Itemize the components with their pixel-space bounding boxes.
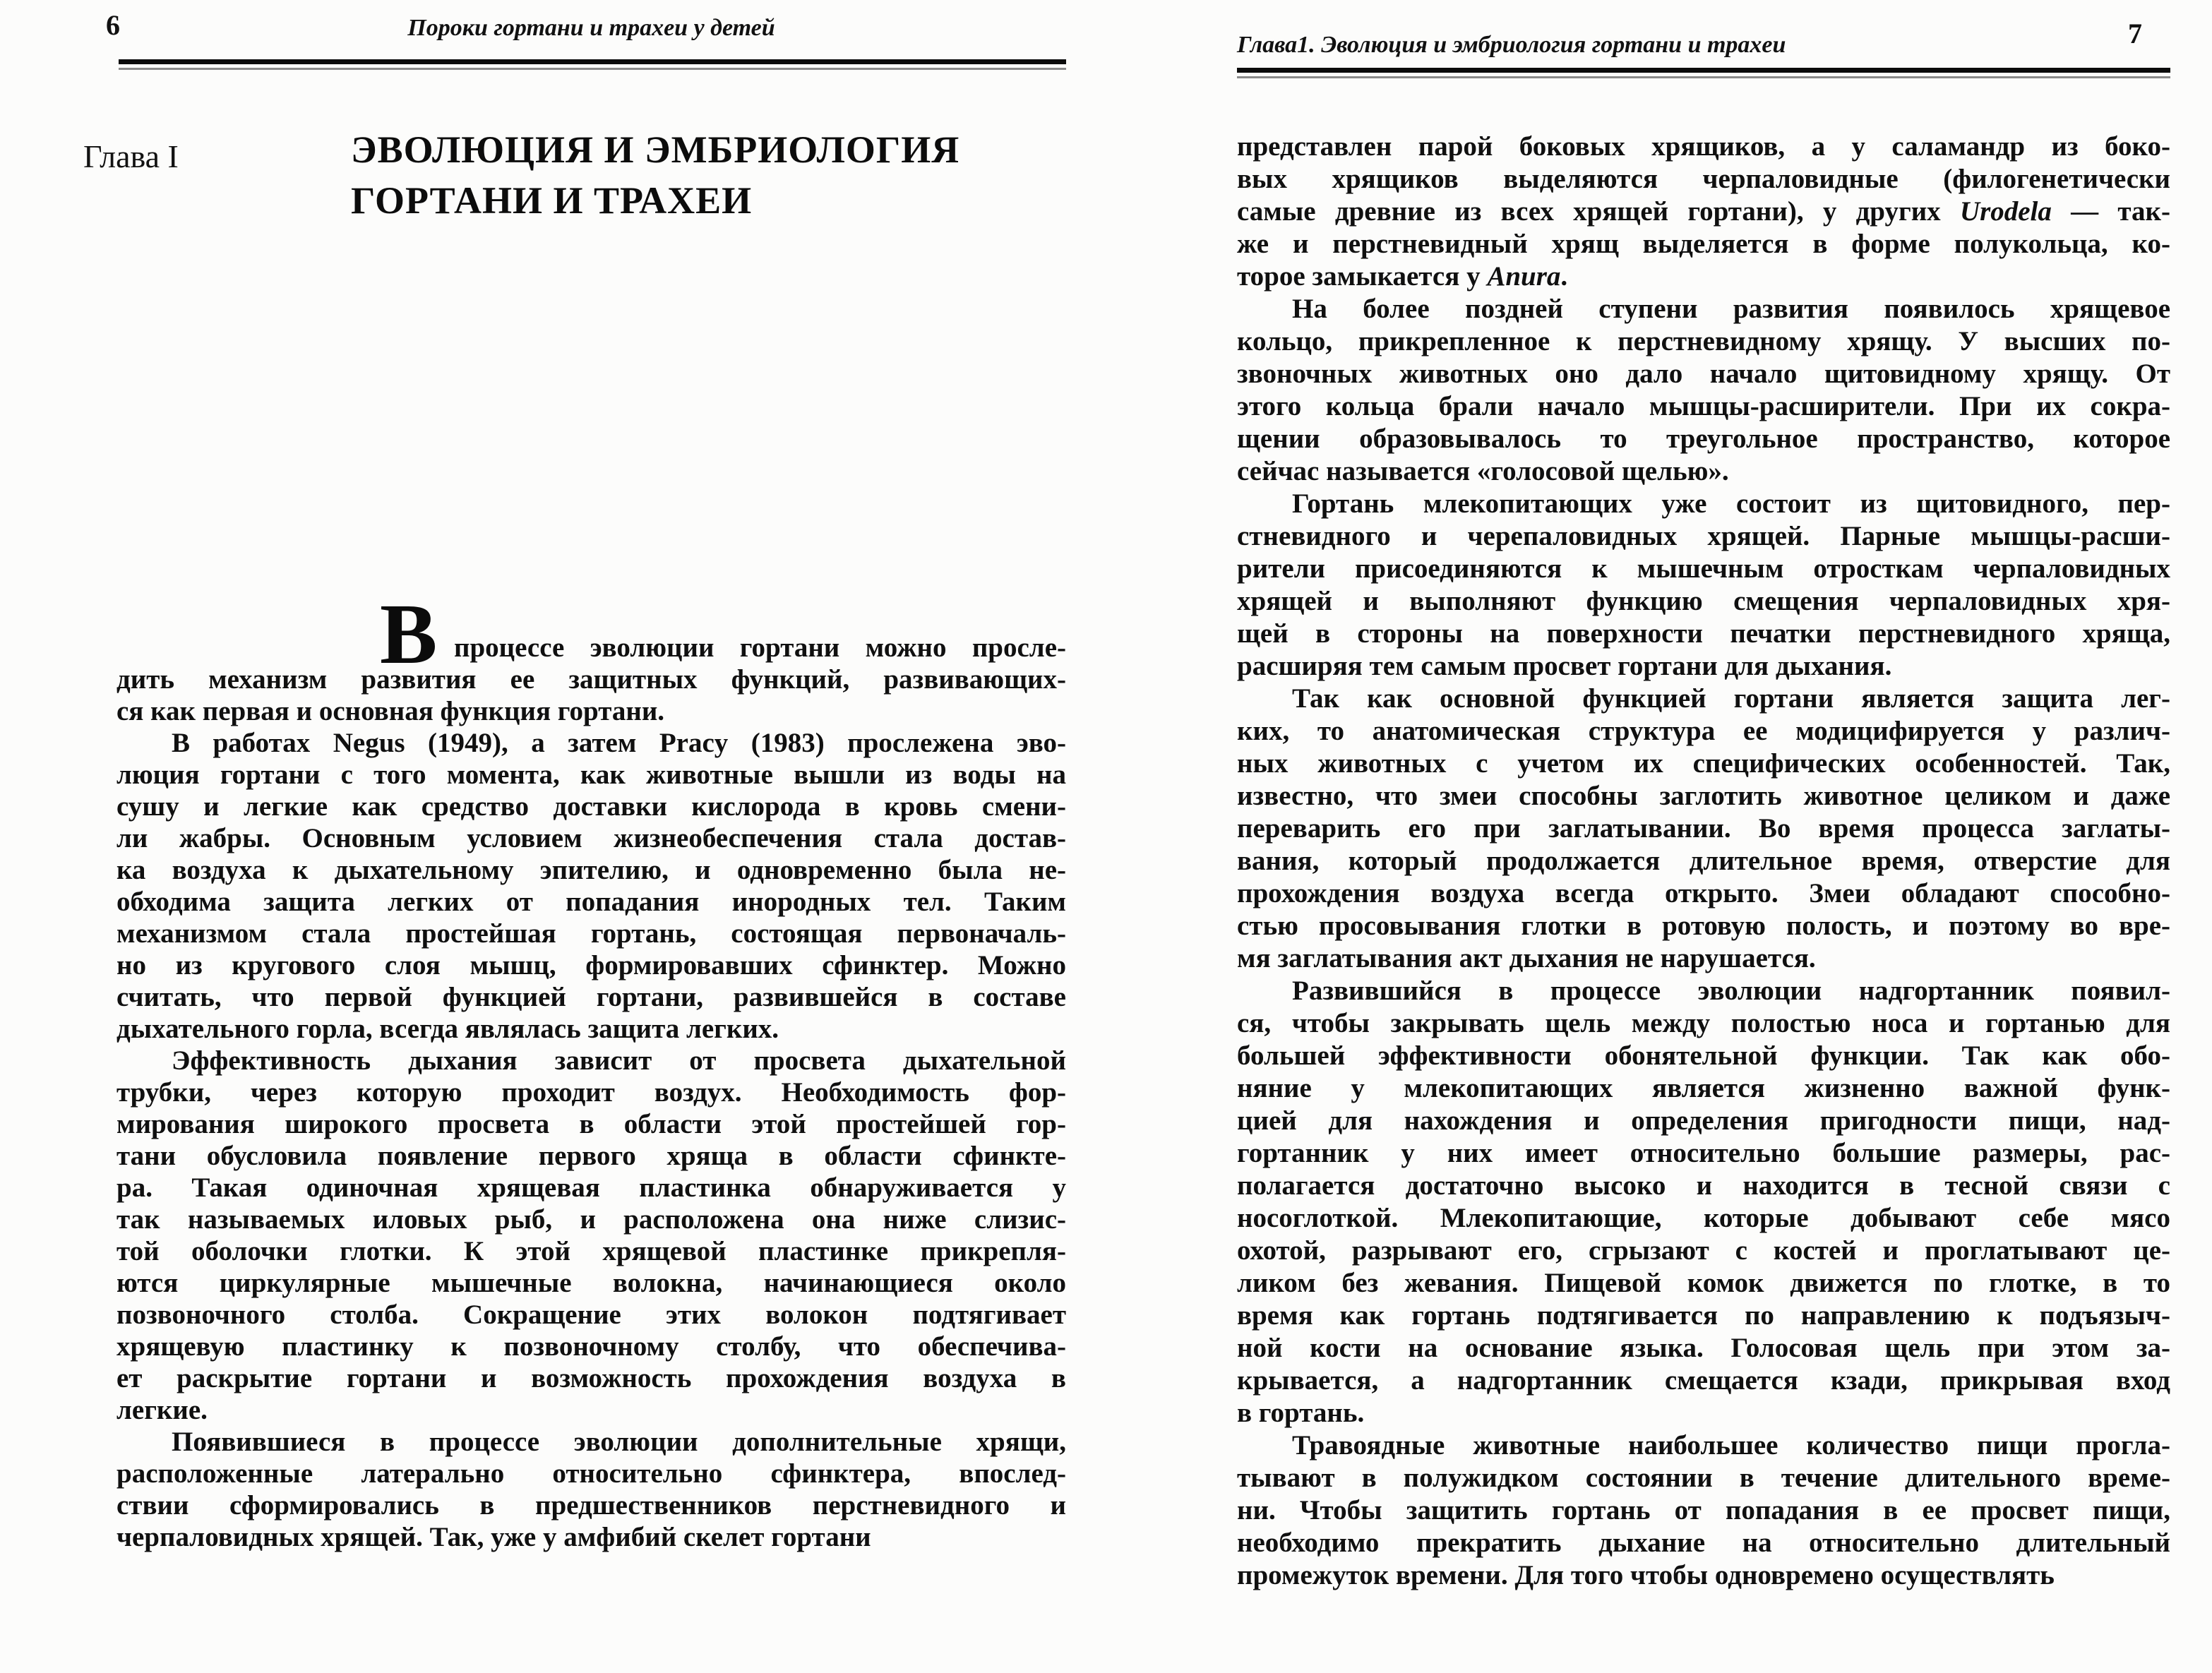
text-line: щей в стороны на поверхности печатки перстневидного хряща, [1237,618,2170,649]
text-line: переварить его при заглатывании. Во время процесса заглаты- [1237,813,2170,844]
text-line: время как гортань подтягивается по направлению к подъязыч- [1237,1300,2170,1331]
text-line: няние у млекопитающих является жизненно важной функ- [1237,1073,2170,1103]
left-header-rule [119,59,1066,70]
text-line: процессе эволюции гортани можно просле- [454,632,1066,663]
text-line: мирования широкого просвета в области этой простейшей гор- [116,1109,1066,1139]
text-line: прохождения воздуха всегда открыто. Змеи обладают способно- [1237,878,2170,909]
chapter-title-line2: ГОРТАНИ И ТРАХЕИ [351,179,753,222]
text-line: ются циркулярные мышечные волокна, начинающиеся около [116,1268,1066,1298]
text-line: звоночных животных оно дало начало щитовидному хрящу. От [1237,359,2170,389]
text-line: вых хрящиков выделяются черпаловидные (филогенетически [1237,164,2170,194]
drop-cap: В [380,587,438,682]
text-line: торое замыкается у Anura. [1237,261,1568,292]
text-line: полагается достаточно высоко и находится в тесной связи с [1237,1170,2170,1201]
text-line: считать, что первой функцией гортани, развившейся в составе [116,982,1066,1012]
text-line: цией для нахождения и определения пригодности пищи, над- [1237,1105,2170,1136]
text-line: крывается, а надгортанник смещается кзади, прикрывая вход [1237,1365,2170,1396]
text-line: известно, что змеи способны заглотить животное целиком и даже [1237,781,2170,811]
right-page-number: 7 [2128,18,2142,49]
text-line: На более поздней ступени развития появилось хрящевое [1292,294,2170,324]
text-line: тани обусловила появление первого хряща в области сфинкте- [116,1141,1066,1171]
text-line: той оболочки глотки. К этой хрящевой пластинке прикрепля- [116,1236,1066,1266]
text-line: черпаловидных хрящей. Так, уже у амфибий скелет гортани [116,1522,871,1552]
left-body-text [116,587,1066,1553]
text-line: сейчас называется «голосовой щелью». [1237,456,1729,486]
chapter-title-line1: ЭВОЛЮЦИЯ И ЭМБРИОЛОГИЯ [351,128,960,171]
text-line: но из кругового слоя мышц, формировавших сфинктер. Можно [116,950,1066,981]
text-line: хрящевую пластинку к позвоночному столбу, что обеспечива- [116,1331,1066,1362]
text-line: необходимо прекратить дыхание на относительно длительный [1237,1528,2170,1558]
text-line: так называемых иловых рыб, и расположена она ниже слизис- [116,1204,1066,1235]
text-line: промежуток времени. Для того чтобы одновремено осуществлять [1237,1560,2055,1590]
chapter-title [351,124,959,226]
text-line: стневидного и черепаловидных хрящей. Парные мышцы-расши- [1237,521,2170,551]
left-running-title: Пороки гортани и трахеи у детей [407,15,775,41]
text-line: большей эффективности обонятельной функции. Так как обо- [1237,1041,2170,1071]
text-line: дыхательного горла, всегда являлась защита легких. [116,1014,779,1044]
text-line: рители присоединяются к мышечным отросткам черпаловидных [1237,553,2170,584]
text-line: дить механизм развития ее защитных функций, развивающих- [116,664,1066,695]
text-line: тывают в полужидком состоянии в течение длительного време- [1237,1463,2170,1493]
text-line: ка воздуха к дыхательному эпителию, и одновременно была не- [116,855,1066,885]
text-line: ся, чтобы закрывать щель между полостью носа и гортанью для [1237,1008,2170,1038]
text-line: Развившийся в процессе эволюции надгортанник появил- [1292,976,2170,1006]
text-line: обходима защита легких от попадания инородных тел. Таким [116,887,1066,917]
right-body-text [1237,131,2170,1592]
text-line: ких, то анатомическая структура ее модицифируется у различ- [1237,716,2170,746]
text-line: ни. Чтобы защитить гортань от попадания в ее просвет пищи, [1237,1495,2170,1525]
text-line: носоглоткой. Млекопитающие, которые добывают себе мясо [1237,1203,2170,1233]
text-line: хрящей и выполняют функцию смещения черпаловидных хря- [1237,586,2170,616]
text-line: ствии сформировались в предшественников перстневидного и [116,1490,1066,1521]
text-line: расположенные латерально относительно сфинктера, впослед- [116,1458,1066,1489]
text-line: механизмом стала простейшая гортань, состоящая первоначаль- [116,918,1066,949]
text-line: представлен парой боковых хрящиков, а у саламандр из боко- [1237,131,2170,162]
right-running-title: Глава1. Эволюция и эмбриология гортани и трахеи [1237,32,1786,58]
text-line: ся как первая и основная функция гортани. [116,696,665,726]
text-line: же и перстневидный хрящ выделяется в форме полукольца, ко- [1237,229,2170,259]
text-line: люция гортани с того момента, как животные вышли из воды на [116,760,1066,790]
text-line: позвоночного столба. Сокращение этих волокон подтягивает [116,1300,1066,1330]
text-line: ной кости на основание языка. Голосовая щель при этом за- [1237,1333,2170,1363]
text-line: охотой, разрывают его, сгрызают с костей и проглатывают це- [1237,1235,2170,1266]
text-line: в гортань. [1237,1398,1365,1428]
text-line: ных животных с учетом их специфических особенностей. Так, [1237,748,2170,779]
text-line: Травоядные животные наибольшее количество пищи прогла- [1292,1430,2170,1461]
right-header-rule [1237,68,2170,78]
text-line: стью просовывания глотки в ротовую полость, и поэтому во вре- [1237,911,2170,941]
text-line: ликом без жевания. Пищевой комок движется по глотке, в то [1237,1268,2170,1298]
text-line: Гортань млекопитающих уже состоит из щитовидного, пер- [1292,488,2170,519]
left-page-number: 6 [106,9,120,41]
text-line: самые древние из всех хрящей гортани), у других Urodela — так- [1237,196,2170,227]
text-line: расширяя тем самым просвет гортани для дыхания. [1237,651,1892,681]
chapter-label: Глава I [83,138,179,174]
text-line: сушу и легкие как средство доставки кислорода в кровь смени- [116,791,1066,822]
text-line: В работах Negus (1949), а затем Pracy (1983) прослежена эво- [172,728,1066,758]
text-line: ли жабры. Основным условием жизнеобеспечения стала достав- [116,823,1066,853]
text-line: этого кольца брали начало мышцы-расширители. При их сокра- [1237,391,2170,421]
text-line: Эффективность дыхания зависит от просвета дыхательной [172,1045,1066,1076]
text-line: мя заглатывания акт дыхания не нарушается. [1237,943,1816,973]
text-line: ра. Такая одиночная хрящевая пластинка обнаруживается у [116,1173,1066,1203]
text-line: вания, который продолжается длительное время, отверстие для [1237,846,2170,876]
text-line: щении образовывалось то треугольное пространство, которое [1237,424,2170,454]
text-line: Появившиеся в процессе эволюции дополнительные хрящи, [172,1427,1066,1457]
text-line: кольцо, прикрепленное к перстневидному хрящу. У высших по- [1237,326,2170,356]
text-line: гортанник у них имеет относительно большие размеры, рас- [1237,1138,2170,1168]
text-line: ет раскрытие гортани и возможность прохождения воздуха в [116,1363,1066,1393]
text-line: трубки, через которую проходит воздух. Необходимость фор- [116,1077,1066,1108]
text-line: легкие. [116,1395,208,1425]
text-line: Так как основной функцией гортани является защита лег- [1292,683,2170,714]
